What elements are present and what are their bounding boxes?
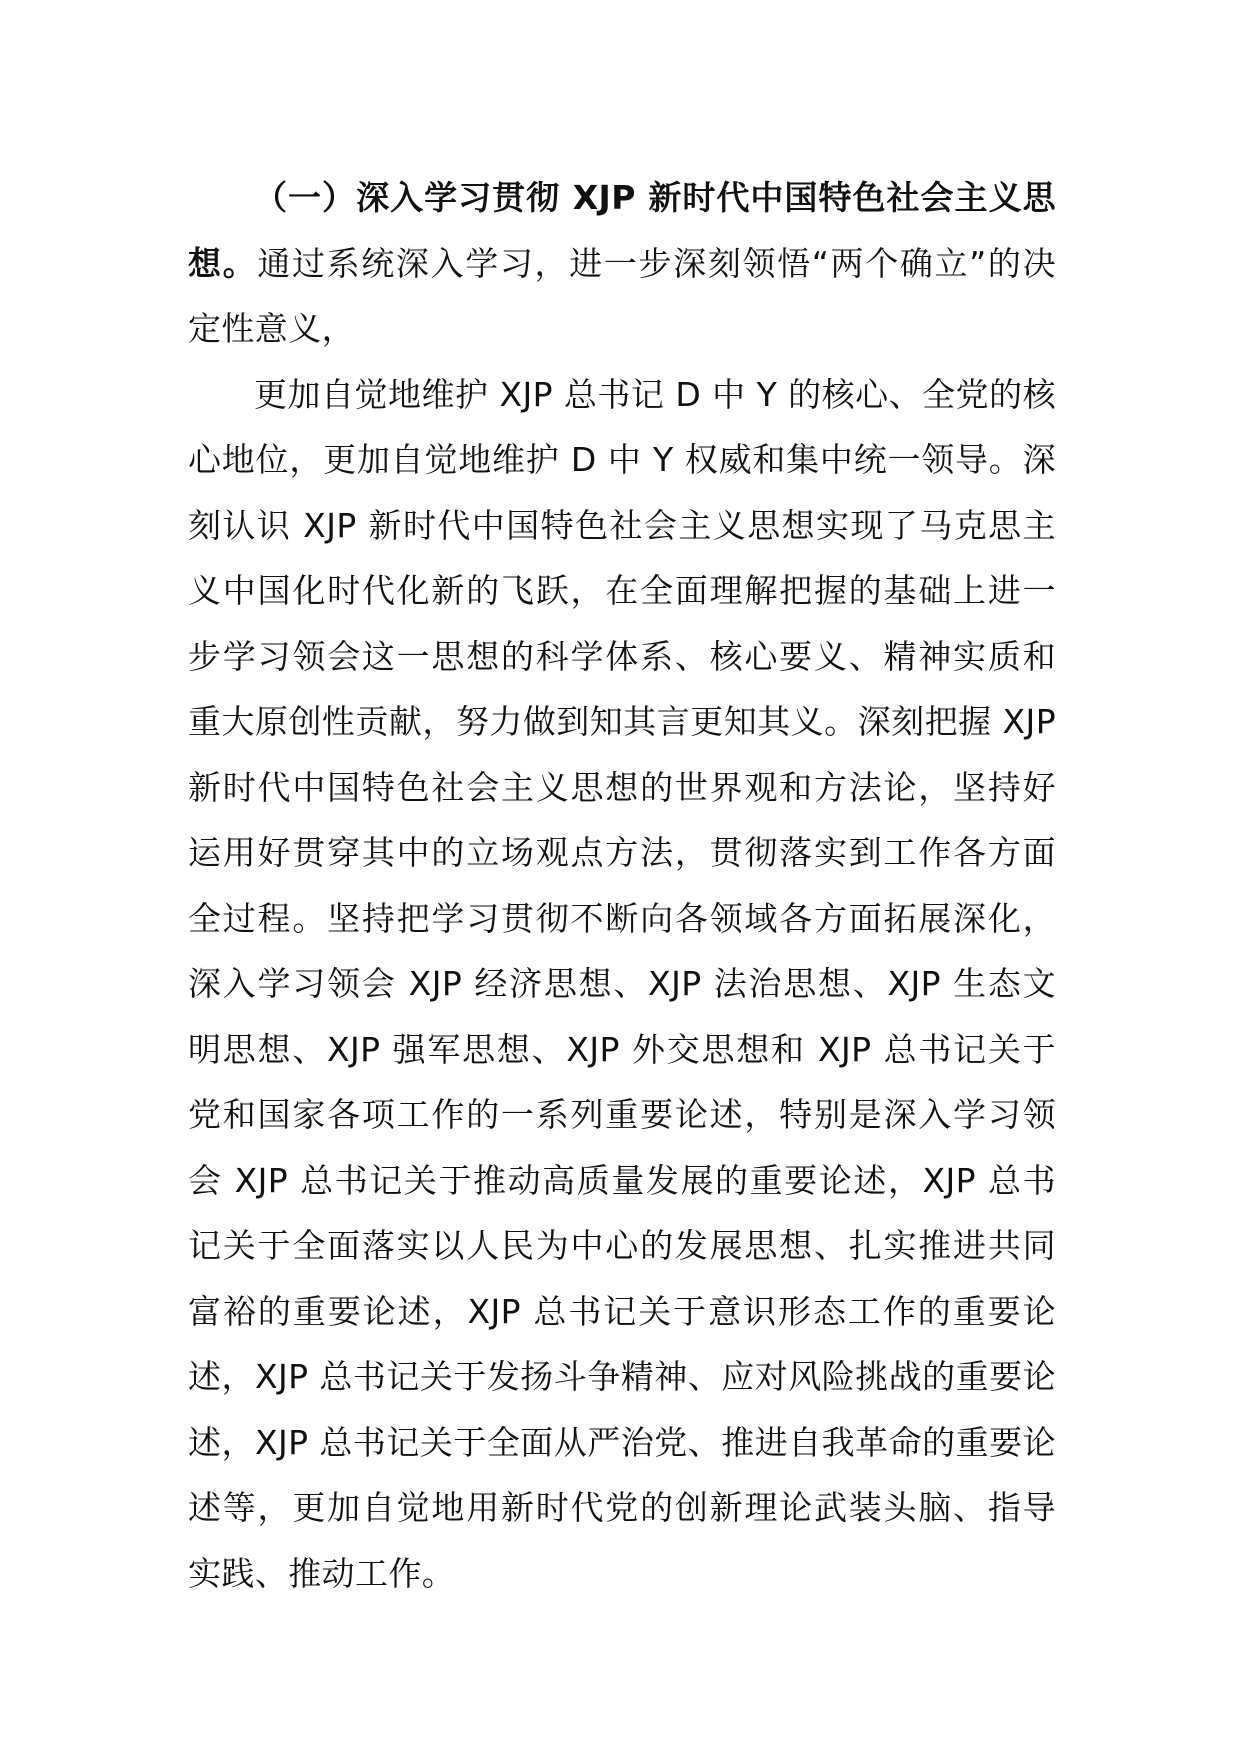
paragraph-1-text: 通过系统深入学习，进一步深刻领悟“两个确立”的决定性意义， [188, 243, 1056, 348]
section-heading: （一）深入学习贯彻 XJP 新时代中国特色社会主义思想。 [188, 178, 1056, 283]
document-body [188, 165, 1056, 1606]
paragraph-2-text: 更加自觉地维护 XJP 总书记 D 中 Y 的核心、全党的核心地位，更加自觉地维护 D 中 Y 权威和集中统一领导。深刻认识 XJP 新时代中国特色社会主义思想实现了马克思主义中国化时代化新的飞跃，在全面理解把握的基础上进一步学习领会这一思想的科学体系、核心要义、精神实质和重大原创性贡献，努力做到知其言更知其义。深刻把握 XJP 新时代中国特色社会主义思想的世界观和方法论，坚持好运用好贯穿其中的立场观点方法，贯彻落实到工作各方面全过程。坚持把学习贯彻不断向各领域各方面拓展深化，深入学习领会 XJP 经济思想、XJP 法治思想、XJP 生态文明思想、XJP 强军思想、XJP 外交思想和 XJP 总书记关于党和国家各项工作的一系列重要论述，特别是深入学习领会 XJP 总书记关于推动高质量发展的重要论述，XJP 总书记关于全面落实以人民为中心的发展思想、扎实推进共同富裕的重要论述，XJP 总书记关于意识形态工作的重要论述，XJP 总书记关于发扬斗争精神、应对风险挑战的重要论述，XJP 总书记关于全面从严治党、推进自我革命的重要论述等，更加自觉地用新时代党的创新理论武装头脑、指导实践、推动工作。 [188, 374, 1056, 1593]
paragraph-1 [188, 165, 1056, 362]
paragraph-2 [188, 362, 1056, 1607]
